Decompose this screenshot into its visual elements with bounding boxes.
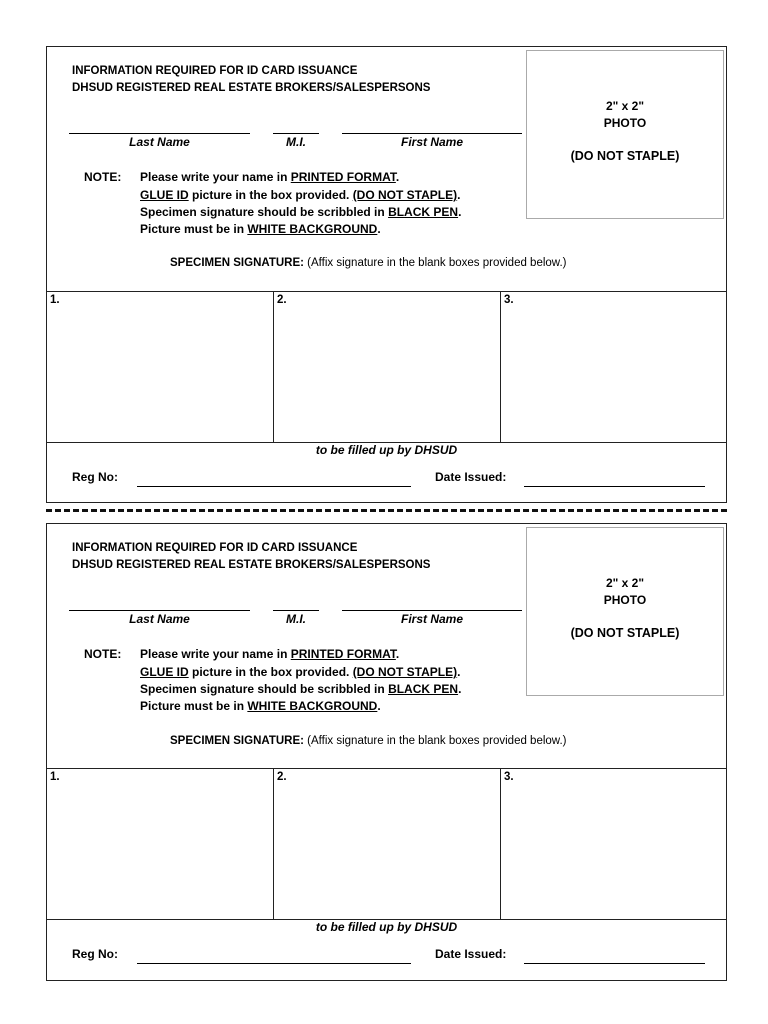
signature-box-2[interactable]	[274, 292, 501, 442]
photo-label: PHOTO	[603, 593, 647, 607]
signature-box-1[interactable]	[47, 769, 274, 919]
signature-box-1[interactable]	[47, 292, 274, 442]
note-line-2: GLUE ID picture in the box provided. (DO NOT STAPLE).	[140, 665, 461, 679]
signature-box-number: 1.	[50, 294, 60, 306]
photo-label: PHOTO	[603, 116, 647, 130]
reg-no-label: Reg No:	[72, 947, 118, 961]
mi-label: M.I.	[286, 135, 306, 149]
form-title: INFORMATION REQUIRED FOR ID CARD ISSUANCE	[72, 65, 358, 77]
signature-row	[47, 768, 726, 920]
last-name-line[interactable]	[69, 610, 250, 611]
reg-no-line[interactable]	[137, 486, 411, 487]
photo-size: 2" x 2"	[605, 99, 645, 113]
cut-line	[46, 509, 727, 512]
form-title: INFORMATION REQUIRED FOR ID CARD ISSUANCE	[72, 542, 358, 554]
id-card-form-1	[46, 46, 727, 503]
signature-box-3[interactable]	[501, 292, 725, 442]
photo-warning: (DO NOT STAPLE)	[570, 626, 680, 640]
note-line-1: Please write your name in PRINTED FORMAT.	[140, 647, 400, 661]
note-line-4: Picture must be in WHITE BACKGROUND.	[140, 699, 381, 713]
specimen-signature-heading: SPECIMEN SIGNATURE: (Affix signature in the blank boxes provided below.)	[170, 257, 567, 269]
last-name-line[interactable]	[69, 133, 250, 134]
signature-box-number: 1.	[50, 771, 60, 783]
signature-box-number: 2.	[277, 771, 287, 783]
specimen-signature-heading: SPECIMEN SIGNATURE: (Affix signature in the blank boxes provided below.)	[170, 735, 567, 747]
note-line-2: GLUE ID picture in the box provided. (DO NOT STAPLE).	[140, 188, 461, 202]
reg-no-label: Reg No:	[72, 470, 118, 484]
date-issued-line[interactable]	[524, 486, 705, 487]
date-issued-line[interactable]	[524, 963, 705, 964]
photo-warning: (DO NOT STAPLE)	[570, 149, 680, 163]
photo-box[interactable]	[526, 527, 724, 696]
last-name-label: Last Name	[129, 135, 190, 149]
first-name-line[interactable]	[342, 610, 522, 611]
date-issued-label: Date Issued:	[435, 947, 507, 961]
last-name-label: Last Name	[129, 612, 190, 626]
signature-box-3[interactable]	[501, 769, 725, 919]
first-name-line[interactable]	[342, 133, 522, 134]
mi-line[interactable]	[273, 133, 319, 134]
mi-line[interactable]	[273, 610, 319, 611]
signature-box-number: 2.	[277, 294, 287, 306]
note-label: NOTE:	[84, 647, 122, 661]
signature-box-number: 3.	[504, 294, 514, 306]
reg-no-line[interactable]	[137, 963, 411, 964]
note-label: NOTE:	[84, 170, 122, 184]
photo-size: 2" x 2"	[605, 576, 645, 590]
dhsud-note: to be filled up by DHSUD	[315, 443, 458, 457]
dhsud-note: to be filled up by DHSUD	[315, 920, 458, 934]
photo-box[interactable]	[526, 50, 724, 219]
form-subtitle: DHSUD REGISTERED REAL ESTATE BROKERS/SALESPERSONS	[72, 82, 431, 94]
first-name-label: First Name	[400, 135, 464, 149]
signature-row	[47, 291, 726, 443]
first-name-label: First Name	[400, 612, 464, 626]
signature-box-number: 3.	[504, 771, 514, 783]
mi-label: M.I.	[286, 612, 306, 626]
id-card-form-2	[46, 523, 727, 981]
note-line-4: Picture must be in WHITE BACKGROUND.	[140, 222, 381, 236]
date-issued-label: Date Issued:	[435, 470, 507, 484]
note-line-3: Specimen signature should be scribbled in BLACK PEN.	[140, 682, 462, 696]
signature-box-2[interactable]	[274, 769, 501, 919]
note-line-3: Specimen signature should be scribbled in BLACK PEN.	[140, 205, 462, 219]
form-subtitle: DHSUD REGISTERED REAL ESTATE BROKERS/SALESPERSONS	[72, 559, 431, 571]
note-line-1: Please write your name in PRINTED FORMAT.	[140, 170, 400, 184]
